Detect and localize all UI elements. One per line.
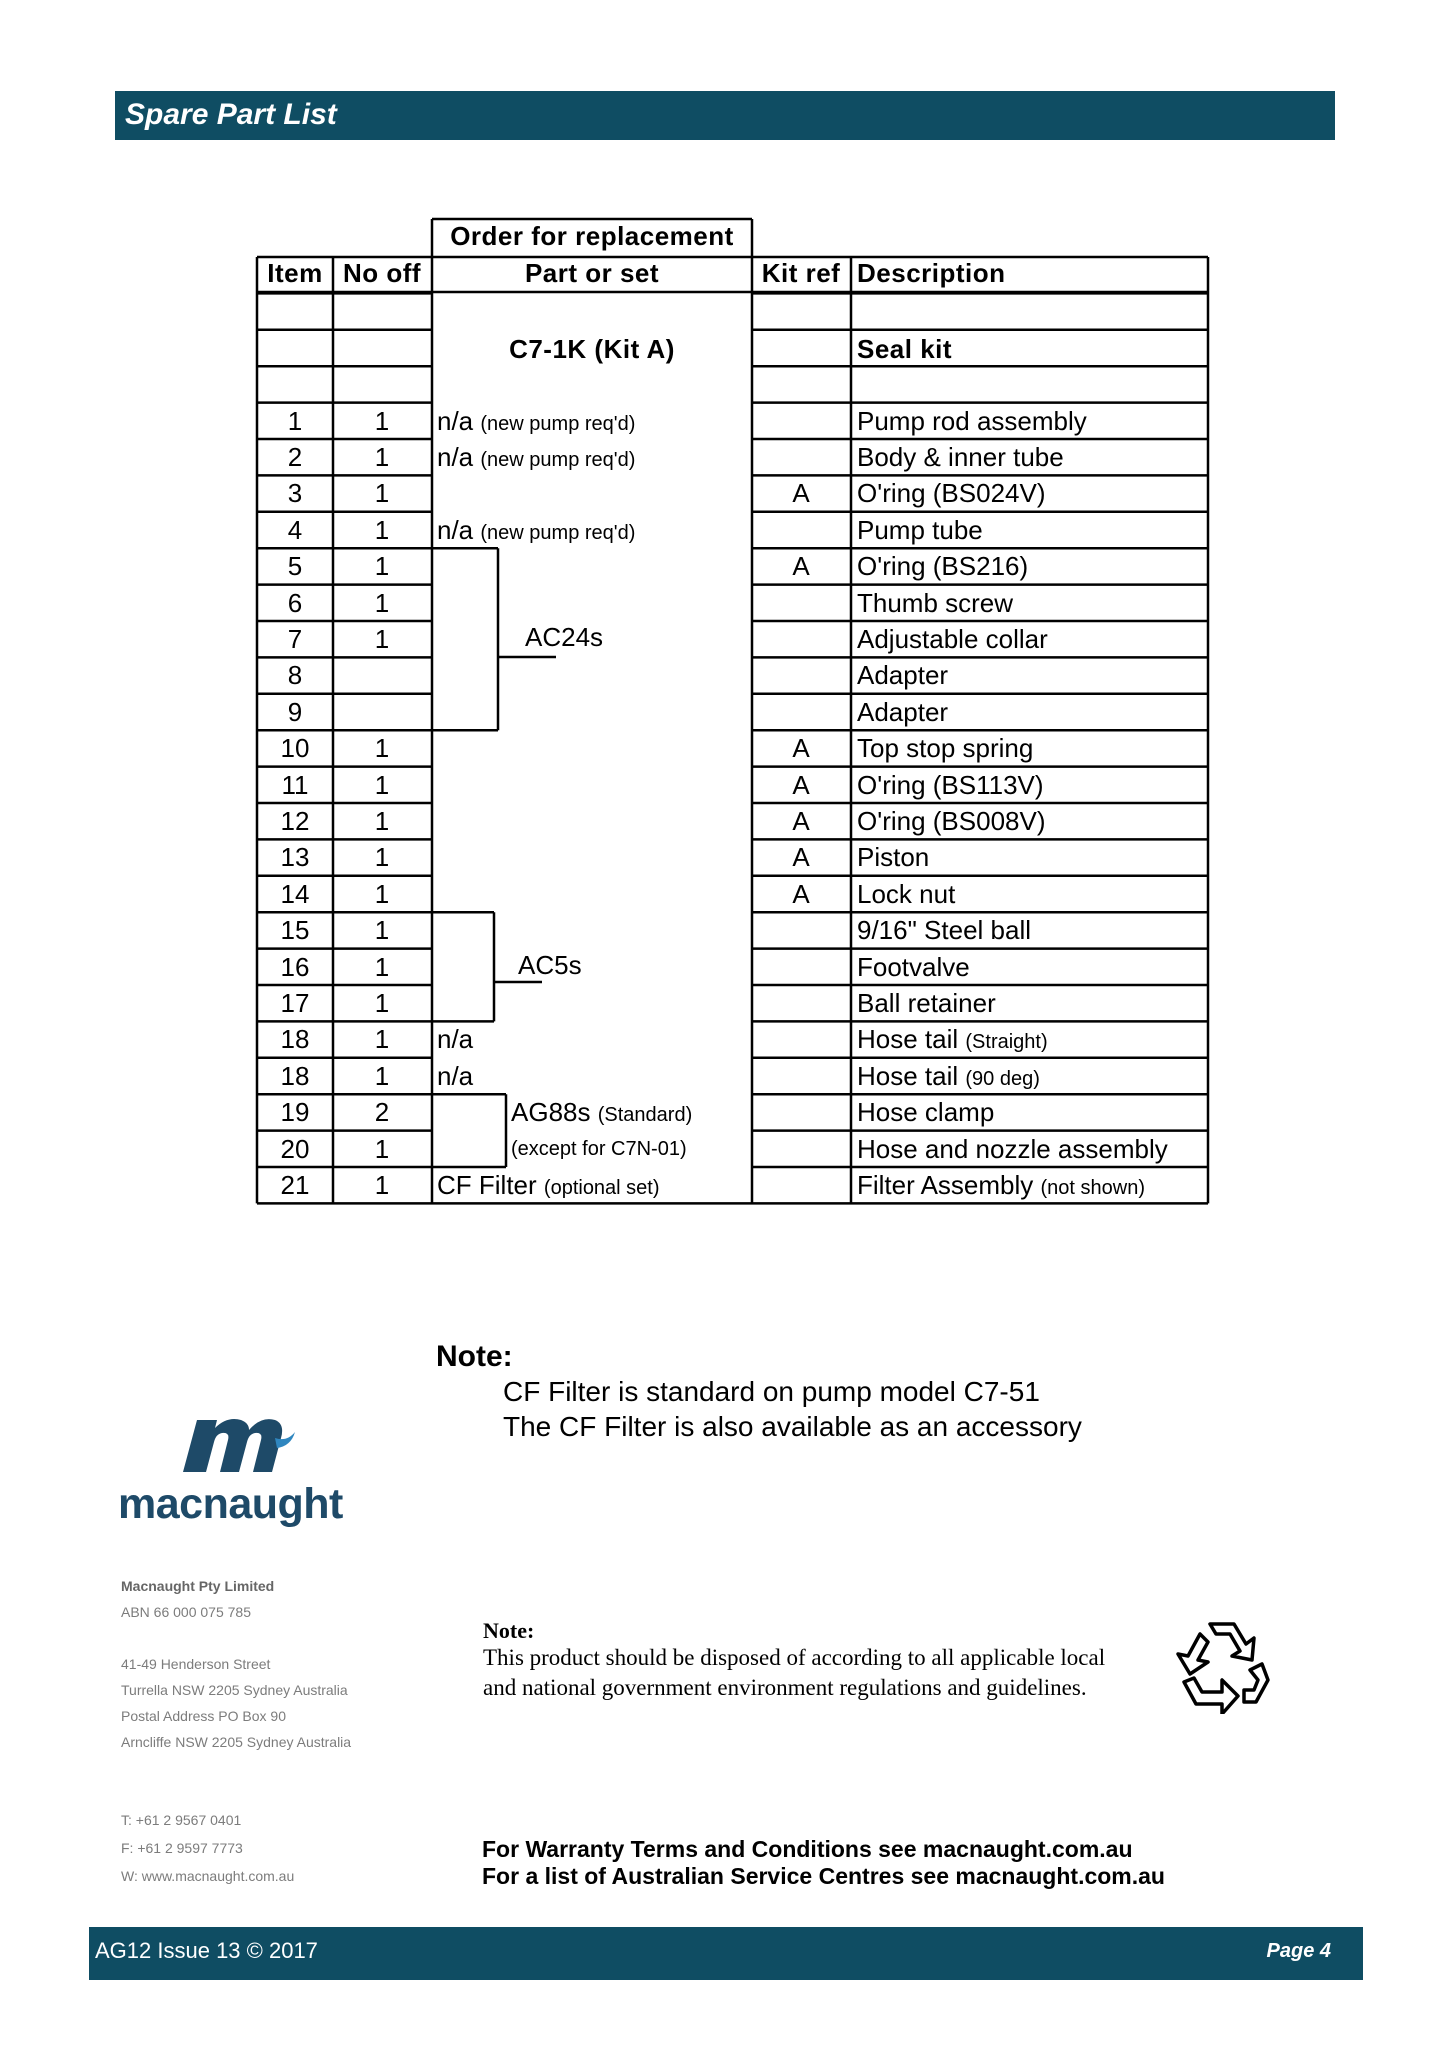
page-number: Page 4 bbox=[1266, 1940, 1331, 1962]
company-address-2: Turrella NSW 2205 Sydney Australia bbox=[121, 1682, 348, 1698]
group-label-ag88s bbox=[511, 1097, 693, 1128]
description bbox=[857, 990, 996, 1016]
group-label-ac5s: AC5s bbox=[518, 950, 582, 980]
quantity: 1 bbox=[374, 442, 390, 472]
part-text: n/a bbox=[437, 405, 474, 436]
part-or-set bbox=[437, 444, 635, 470]
description-text: Hose and nozzle assembly bbox=[857, 1133, 1168, 1164]
item-number: 1 bbox=[287, 405, 303, 436]
column-header: Kit ref bbox=[761, 258, 841, 288]
quantity: 1 bbox=[374, 551, 390, 582]
item-number: 15 bbox=[280, 915, 310, 946]
description-text: Adapter bbox=[857, 660, 949, 691]
description bbox=[857, 951, 970, 982]
kit-ref: A bbox=[792, 878, 810, 909]
description-text: Body & inner tube bbox=[857, 442, 1064, 472]
description bbox=[857, 696, 949, 727]
item-number: 16 bbox=[280, 951, 310, 982]
part-note: (new pump req'd) bbox=[480, 521, 636, 544]
description bbox=[857, 587, 1014, 618]
item-number: 13 bbox=[280, 842, 310, 873]
kit-label: C7-1K (Kit A) bbox=[509, 333, 675, 364]
company-web: W: www.macnaught.com.au bbox=[121, 1868, 295, 1884]
description-text: Filter Assembly bbox=[857, 1170, 1034, 1200]
quantity: 1 bbox=[374, 1170, 390, 1200]
part-or-set bbox=[437, 1172, 660, 1198]
item-number: 6 bbox=[287, 587, 303, 618]
description bbox=[857, 878, 956, 909]
part-text: CF Filter bbox=[437, 1170, 537, 1200]
part-or-set bbox=[437, 405, 636, 436]
description bbox=[857, 1060, 1040, 1091]
page-title: Spare Part List bbox=[125, 98, 337, 131]
part-or-set bbox=[437, 514, 636, 545]
company-abn: ABN 66 000 075 785 bbox=[121, 1604, 251, 1620]
item-number: 14 bbox=[280, 878, 310, 909]
description-text: Top stop spring bbox=[857, 733, 1034, 764]
quantity: 1 bbox=[374, 624, 390, 654]
description-text: Pump tube bbox=[857, 514, 983, 545]
item-number: 9 bbox=[287, 696, 303, 727]
part-text: n/a bbox=[437, 1060, 474, 1091]
quantity: 1 bbox=[374, 587, 390, 618]
part-or-set bbox=[437, 1024, 474, 1055]
kit-ref: A bbox=[792, 842, 810, 873]
description bbox=[857, 444, 1064, 470]
description-text: O'ring (BS024V) bbox=[857, 478, 1046, 509]
quantity: 1 bbox=[374, 1133, 390, 1164]
description bbox=[857, 551, 1029, 582]
description-note: (not shown) bbox=[1040, 1177, 1145, 1199]
quantity: 2 bbox=[374, 1097, 390, 1128]
description bbox=[857, 514, 983, 545]
disposal-note-title: Note: bbox=[483, 1618, 535, 1643]
part-note: (new pump req'd) bbox=[480, 449, 636, 471]
item-number: 4 bbox=[287, 514, 303, 545]
warranty-line-2: For a list of Australian Service Centres see macnaught.com.au bbox=[482, 1863, 1165, 1889]
quantity: 1 bbox=[374, 514, 390, 545]
part-text: n/a bbox=[437, 442, 474, 472]
group-header-label: Order for replacement bbox=[450, 221, 734, 251]
quantity: 1 bbox=[374, 1024, 390, 1055]
footer-document-ref: AG12 Issue 13 © 2017 bbox=[95, 1938, 318, 1963]
company-address-3: Postal Address PO Box 90 bbox=[121, 1708, 286, 1724]
quantity: 1 bbox=[374, 769, 390, 800]
description bbox=[857, 733, 1034, 764]
group-label-ac24s: AC24s bbox=[525, 622, 604, 652]
quantity: 1 bbox=[374, 988, 390, 1018]
ag88s-label: AG88s bbox=[511, 1097, 591, 1128]
description-text: O'ring (BS113V) bbox=[857, 769, 1044, 800]
description bbox=[857, 769, 1044, 800]
description bbox=[857, 405, 1087, 436]
quantity: 1 bbox=[374, 1060, 390, 1091]
description bbox=[857, 1024, 1048, 1055]
ag88s-note: (Standard) bbox=[597, 1104, 693, 1127]
note-title: Note: bbox=[436, 1340, 513, 1373]
kit-description: Seal kit bbox=[857, 333, 953, 364]
description bbox=[857, 626, 1048, 652]
quantity: 1 bbox=[374, 806, 390, 836]
company-name: Macnaught Pty Limited bbox=[121, 1578, 275, 1594]
description bbox=[857, 915, 1032, 946]
warranty-line-1: For Warranty Terms and Conditions see macnaught.com.au bbox=[482, 1836, 1133, 1862]
description bbox=[857, 1097, 995, 1128]
description-text: Lock nut bbox=[857, 878, 956, 909]
description bbox=[857, 478, 1046, 509]
item-number: 5 bbox=[287, 551, 303, 582]
quantity: 1 bbox=[374, 733, 390, 764]
part-note: (optional set) bbox=[543, 1177, 660, 1199]
description bbox=[857, 1172, 1145, 1198]
description-text: Hose tail bbox=[857, 1060, 959, 1091]
description-text: Adapter bbox=[857, 696, 949, 727]
item-number: 19 bbox=[280, 1097, 310, 1128]
quantity: 1 bbox=[374, 478, 390, 509]
column-header: Description bbox=[857, 258, 1006, 288]
kit-ref: A bbox=[792, 551, 810, 582]
kit-ref: A bbox=[792, 733, 810, 764]
part-text: n/a bbox=[437, 1024, 474, 1055]
description bbox=[857, 842, 930, 873]
item-number: 21 bbox=[280, 1170, 310, 1200]
note-line-2: The CF Filter is also available as an accessory bbox=[503, 1411, 1082, 1442]
description-text: Footvalve bbox=[857, 951, 970, 982]
part-note: (new pump req'd) bbox=[480, 412, 636, 435]
description-text: O'ring (BS216) bbox=[857, 551, 1029, 582]
company-phone: T: +61 2 9567 0401 bbox=[121, 1812, 242, 1828]
note-line-1: CF Filter is standard on pump model C7-51 bbox=[503, 1376, 1040, 1407]
item-number: 17 bbox=[280, 988, 310, 1018]
item-number: 8 bbox=[287, 660, 303, 691]
company-logo-text: macnaught bbox=[118, 1480, 343, 1528]
description bbox=[857, 660, 949, 691]
item-number: 18 bbox=[280, 1060, 310, 1091]
company-address-4: Arncliffe NSW 2205 Sydney Australia bbox=[121, 1734, 352, 1750]
description-text: Ball retainer bbox=[857, 988, 996, 1018]
item-number: 12 bbox=[280, 806, 310, 836]
item-number: 7 bbox=[287, 624, 303, 654]
description-text: Hose clamp bbox=[857, 1097, 995, 1128]
kit-ref: A bbox=[792, 769, 810, 800]
description-text: O'ring (BS008V) bbox=[857, 806, 1046, 836]
description bbox=[857, 808, 1046, 834]
quantity: 1 bbox=[374, 405, 390, 436]
recycle-icon bbox=[1170, 1616, 1274, 1714]
item-number: 11 bbox=[281, 769, 309, 800]
description-note: (90 deg) bbox=[965, 1067, 1040, 1090]
footer-bar bbox=[89, 1927, 1363, 1980]
item-number: 2 bbox=[287, 442, 303, 472]
kit-ref: A bbox=[792, 478, 810, 509]
description-text: Pump rod assembly bbox=[857, 405, 1087, 436]
description-text: Piston bbox=[857, 842, 930, 873]
column-header: Part or set bbox=[524, 258, 660, 288]
quantity: 1 bbox=[374, 842, 390, 873]
description-text: Hose tail bbox=[857, 1024, 959, 1055]
quantity: 1 bbox=[374, 878, 390, 909]
description-text: 9/16" Steel ball bbox=[857, 915, 1032, 946]
company-address-1: 41-49 Henderson Street bbox=[121, 1656, 271, 1672]
part-or-set bbox=[437, 1060, 474, 1091]
item-number: 20 bbox=[280, 1133, 310, 1164]
column-header: No off bbox=[342, 258, 422, 288]
item-number: 10 bbox=[280, 733, 310, 764]
disposal-note-line-1: This product should be disposed of according to all applicable local bbox=[483, 1645, 1106, 1670]
quantity: 1 bbox=[374, 915, 390, 946]
macnaught-logo-icon bbox=[175, 1412, 300, 1474]
description bbox=[857, 1133, 1168, 1164]
company-fax: F: +61 2 9597 7773 bbox=[121, 1840, 243, 1856]
item-number: 18 bbox=[280, 1024, 310, 1055]
column-header: Item bbox=[267, 258, 323, 288]
quantity: 1 bbox=[374, 951, 390, 982]
kit-ref: A bbox=[792, 806, 810, 836]
ag88s-exception-note: (except for C7N-01) bbox=[511, 1137, 687, 1160]
description-note: (Straight) bbox=[965, 1031, 1048, 1054]
description-text: Thumb screw bbox=[857, 587, 1014, 618]
disposal-note-line-2: and national government environment regulations and guidelines. bbox=[483, 1675, 1087, 1700]
description-text: Adjustable collar bbox=[857, 624, 1048, 654]
part-text: n/a bbox=[437, 514, 474, 545]
item-number: 3 bbox=[287, 478, 303, 509]
